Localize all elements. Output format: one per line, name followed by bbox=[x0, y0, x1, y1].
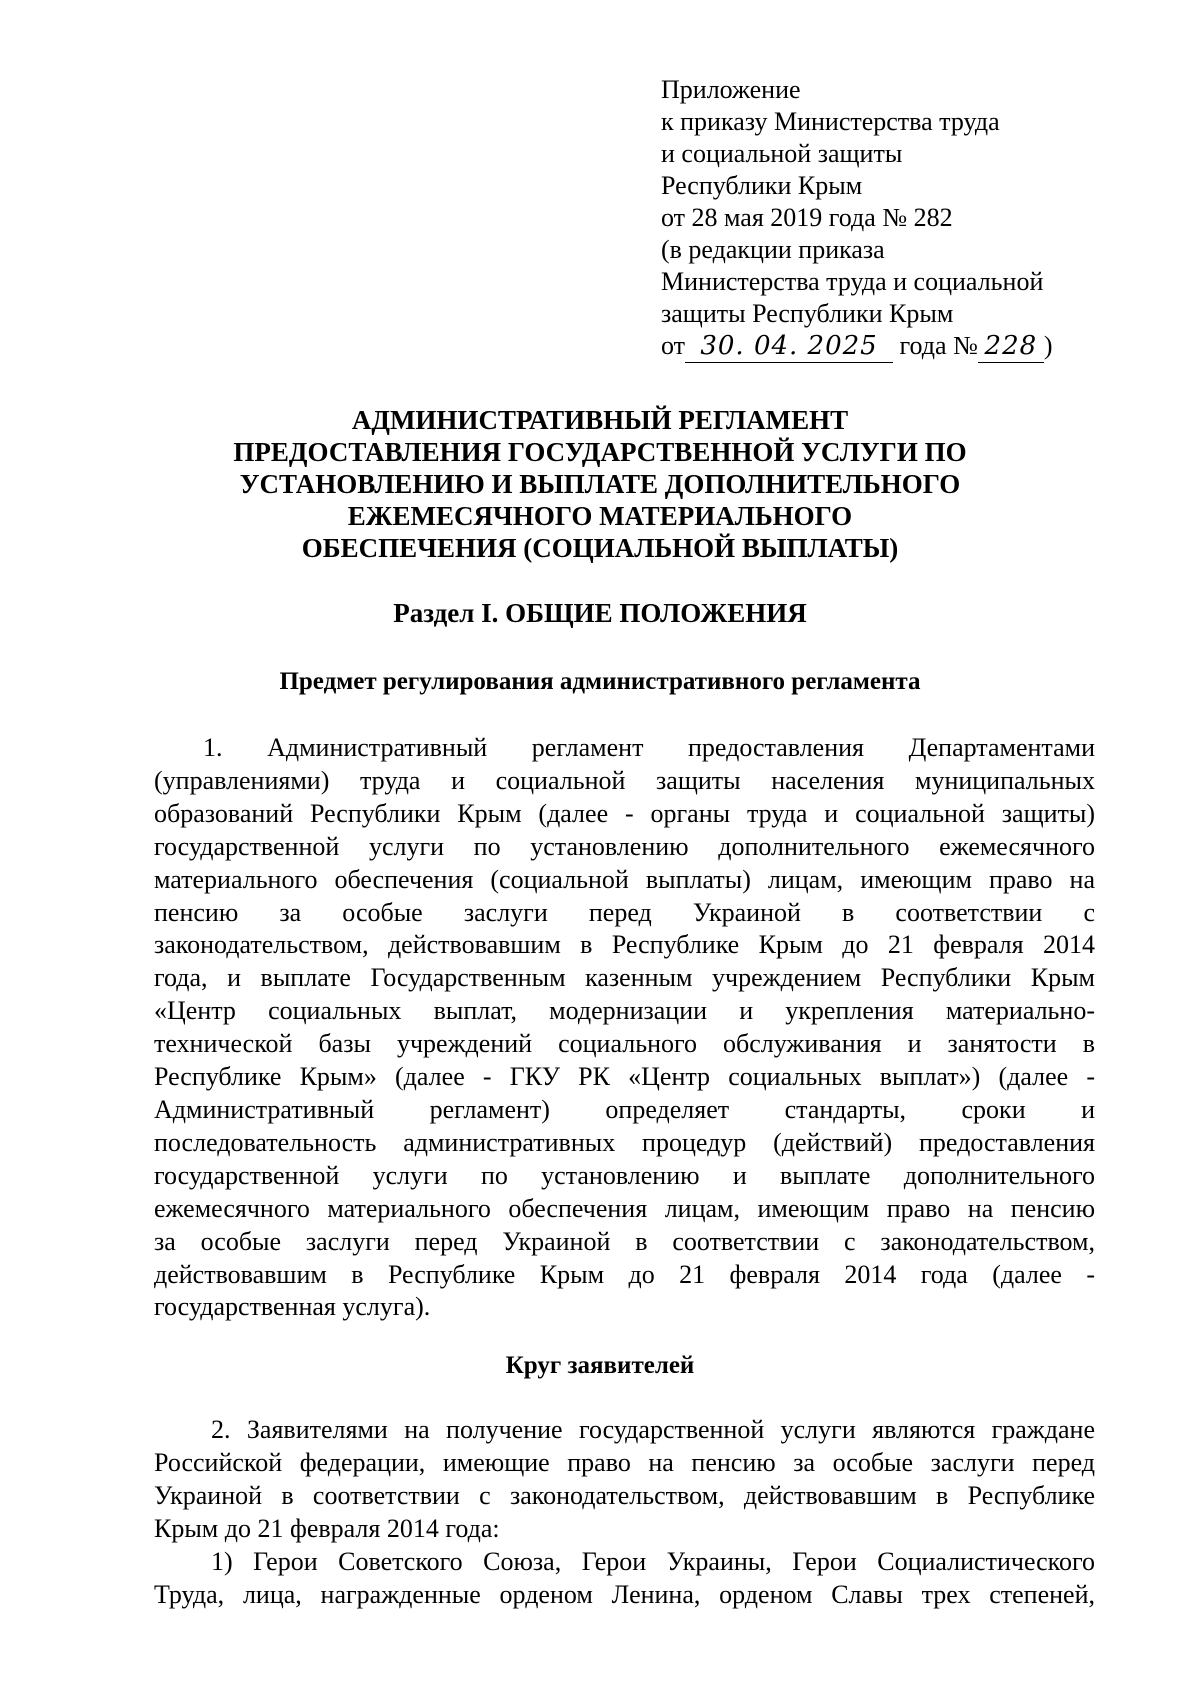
paragraph-1 bbox=[154, 732, 1095, 1324]
appendix-line: к приказу Министерства труда bbox=[661, 107, 1000, 136]
from-prefix: от bbox=[661, 331, 686, 360]
paragraph-line: Республике Крым» (далее - ГКУ РК «Центр социальных выплат») (далее - bbox=[154, 1062, 1095, 1092]
appendix-line: Республики Крым bbox=[661, 171, 863, 200]
paragraph-line: «Центр социальных выплат, модернизации и укрепления материально- bbox=[154, 996, 1095, 1026]
appendix-amendment-line bbox=[661, 330, 1121, 363]
paragraph-line: ежемесячного материального обеспечения лицам, имеющим право на пенсию bbox=[154, 1193, 1095, 1223]
paragraph-line: Административный регламент) определяет стандарты, сроки и bbox=[154, 1094, 1095, 1124]
paragraph-line: законодательством, действовавшим в Республике Крым до 21 февраля 2014 bbox=[154, 930, 1095, 960]
handwritten-number: 228 bbox=[978, 330, 1044, 363]
paragraph-line: образований Республики Крым (далее - органы труда и социальной защиты) bbox=[154, 798, 1095, 828]
handwritten-date: 30. 04. 2025 bbox=[685, 330, 893, 363]
paragraph-2 bbox=[154, 1414, 1095, 1611]
paragraph-line: 2. Заявителями на получение государственной услуги являются граждане bbox=[211, 1415, 1095, 1444]
applicants-heading: Круг заявителей bbox=[505, 1352, 695, 1379]
title-line: АДМИНИСТРАТИВНЫЙ РЕГЛАМЕНТ bbox=[351, 405, 849, 435]
paragraph-line: (управлениями) труда и социальной защиты населения муниципальных bbox=[154, 765, 1095, 795]
title-line: УСТАНОВЛЕНИЮ И ВЫПЛАТЕ ДОПОЛНИТЕЛЬНОГО bbox=[239, 469, 961, 499]
paragraph-line: 1. Административный регламент предоставления Департаментами bbox=[203, 733, 1095, 762]
paragraph-line: материального обеспечения (социальной выплаты) лицам, имеющим право на bbox=[154, 864, 1095, 894]
paragraph-line: пенсию за особые заслуги перед Украиной в соответствии с bbox=[154, 897, 1095, 927]
year-number-label: года № bbox=[899, 331, 978, 360]
paragraph-line: технической базы учреждений социального обслуживания и занятости в bbox=[154, 1029, 1095, 1059]
document-title bbox=[150, 404, 1050, 564]
paragraph-line: последовательность административных процедур (действий) предоставления bbox=[154, 1127, 1095, 1157]
appendix-line: и социальной защиты bbox=[661, 139, 903, 168]
title-line: ОБЕСПЕЧЕНИЯ (СОЦИАЛЬНОЙ ВЫПЛАТЫ) bbox=[301, 533, 899, 563]
paragraph-line: Российской федерации, имеющие право на пенсию за особые заслуги перед bbox=[154, 1447, 1095, 1477]
closing-paren: ) bbox=[1043, 331, 1053, 360]
paragraph-line: государственная услуга). bbox=[154, 1292, 431, 1322]
appendix-line: (в редакции приказа bbox=[661, 235, 885, 264]
appendix-line: Министерства труда и социальной bbox=[661, 267, 1044, 296]
list-item-line: 1) Герои Советского Союза, Герои Украины, Герои Социалистического bbox=[211, 1546, 1095, 1576]
section-title: Раздел I. ОБЩИЕ ПОЛОЖЕНИЯ bbox=[393, 598, 807, 628]
subject-heading: Предмет регулирования административного регламента bbox=[279, 668, 921, 695]
appendix-line: защиты Республики Крым bbox=[661, 299, 954, 328]
paragraph-line: года, и выплате Государственным казенным учреждением Республики Крым bbox=[154, 963, 1095, 993]
list-item-line: Труда, лица, награжденные орденом Ленина, орденом Славы трех степеней, bbox=[154, 1579, 1095, 1609]
paragraph-line: за особые заслуги перед Украиной в соответствии с законодательством, bbox=[154, 1226, 1095, 1256]
appendix-line: Приложение bbox=[661, 75, 801, 104]
title-line: ЕЖЕМЕСЯЧНОГО МАТЕРИАЛЬНОГО bbox=[347, 501, 853, 531]
appendix-block bbox=[661, 74, 1121, 363]
paragraph-line: Украиной в соответствии с законодательством, действовавшим в Республике bbox=[154, 1480, 1095, 1510]
paragraph-line: Крым до 21 февраля 2014 года: bbox=[154, 1513, 500, 1543]
paragraph-line: действовавшим в Республике Крым до 21 февраля 2014 года (далее - bbox=[154, 1259, 1095, 1289]
title-line: ПРЕДОСТАВЛЕНИЯ ГОСУДАРСТВЕННОЙ УСЛУГИ ПО bbox=[233, 437, 967, 467]
paragraph-line: государственной услуги по установлению дополнительного ежемесячного bbox=[154, 831, 1095, 861]
appendix-line: от 28 мая 2019 года № 282 bbox=[661, 203, 953, 232]
paragraph-line: государственной услуги по установлению и выплате дополнительного bbox=[154, 1160, 1095, 1190]
